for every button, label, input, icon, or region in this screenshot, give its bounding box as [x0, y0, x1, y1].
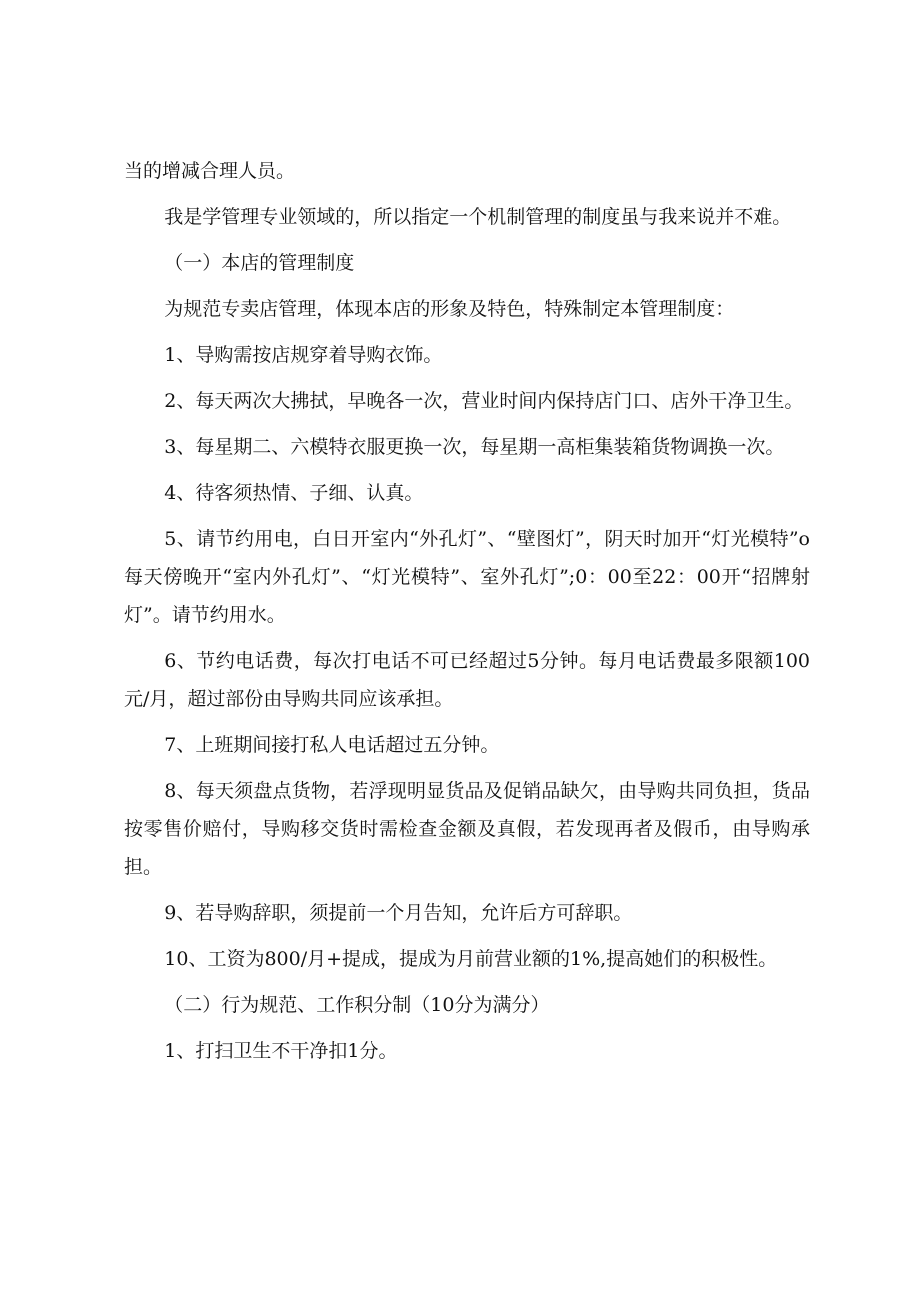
paragraph-purpose: 为规范专卖店管理，体现本店的形象及特色，特殊制定本管理制度：: [164, 298, 735, 320]
rule-item-8: 8、每天须盘点货物，若浮现明显货品及促销品缺欠，由导购共同负担，货品按零售价赔付，导购移交货时需检查金额及真假，若发现再者及假币，由导购承担。: [124, 780, 810, 878]
rule-item-10: 10、工资为800/月+提成，提成为月前营业额的1%,提高她们的积极性。: [164, 948, 778, 970]
section-heading-1: （一）本店的管理制度: [164, 252, 355, 274]
rule-item-1: 1、导购需按店规穿着导购衣饰。: [164, 344, 443, 366]
rule-item-2: 2、每天两次大拂拭，早晚各一次，营业时间内保持店门口、店外干净卫生。: [164, 390, 804, 412]
rule-item-7: 7、上班期间接打私人电话超过五分钟。: [164, 734, 500, 756]
rule-item-9: 9、若导购辞职，须提前一个月告知，允许后方可辞职。: [164, 902, 633, 924]
score-item-1: 1、打扫卫生不干净扣1分。: [164, 1040, 398, 1062]
document-body: [124, 152, 810, 1078]
section-heading-2: （二）行为规范、工作积分制（10分为满分）: [164, 994, 550, 1016]
rule-item-4: 4、待客须热情、子细、认真。: [164, 482, 424, 504]
rule-item-5: 5、请节约用电，白日开室内“外孔灯”、“壁图灯”，阴天时加开“灯光模特”o每天傍晚开“室内外孔灯”、“灯光模特”、室外孔灯”;0：00至22：00开“招牌射灯”。请节约用水。: [124, 528, 810, 626]
rule-item-6: 6、节约电话费，每次打电话不可已经超过5分钟。每月电话费最多限额100元/月，超过部份由导购共同应该承担。: [124, 650, 810, 710]
paragraph-continuation: 当的增减合理人员。: [124, 160, 296, 182]
paragraph-intro: 我是学管理专业领域的，所以指定一个机制管理的制度虽与我来说并不难。: [164, 206, 792, 228]
rule-item-3: 3、每星期二、六模特衣服更换一次，每星期一高柜集装箱货物调换一次。: [164, 436, 785, 458]
